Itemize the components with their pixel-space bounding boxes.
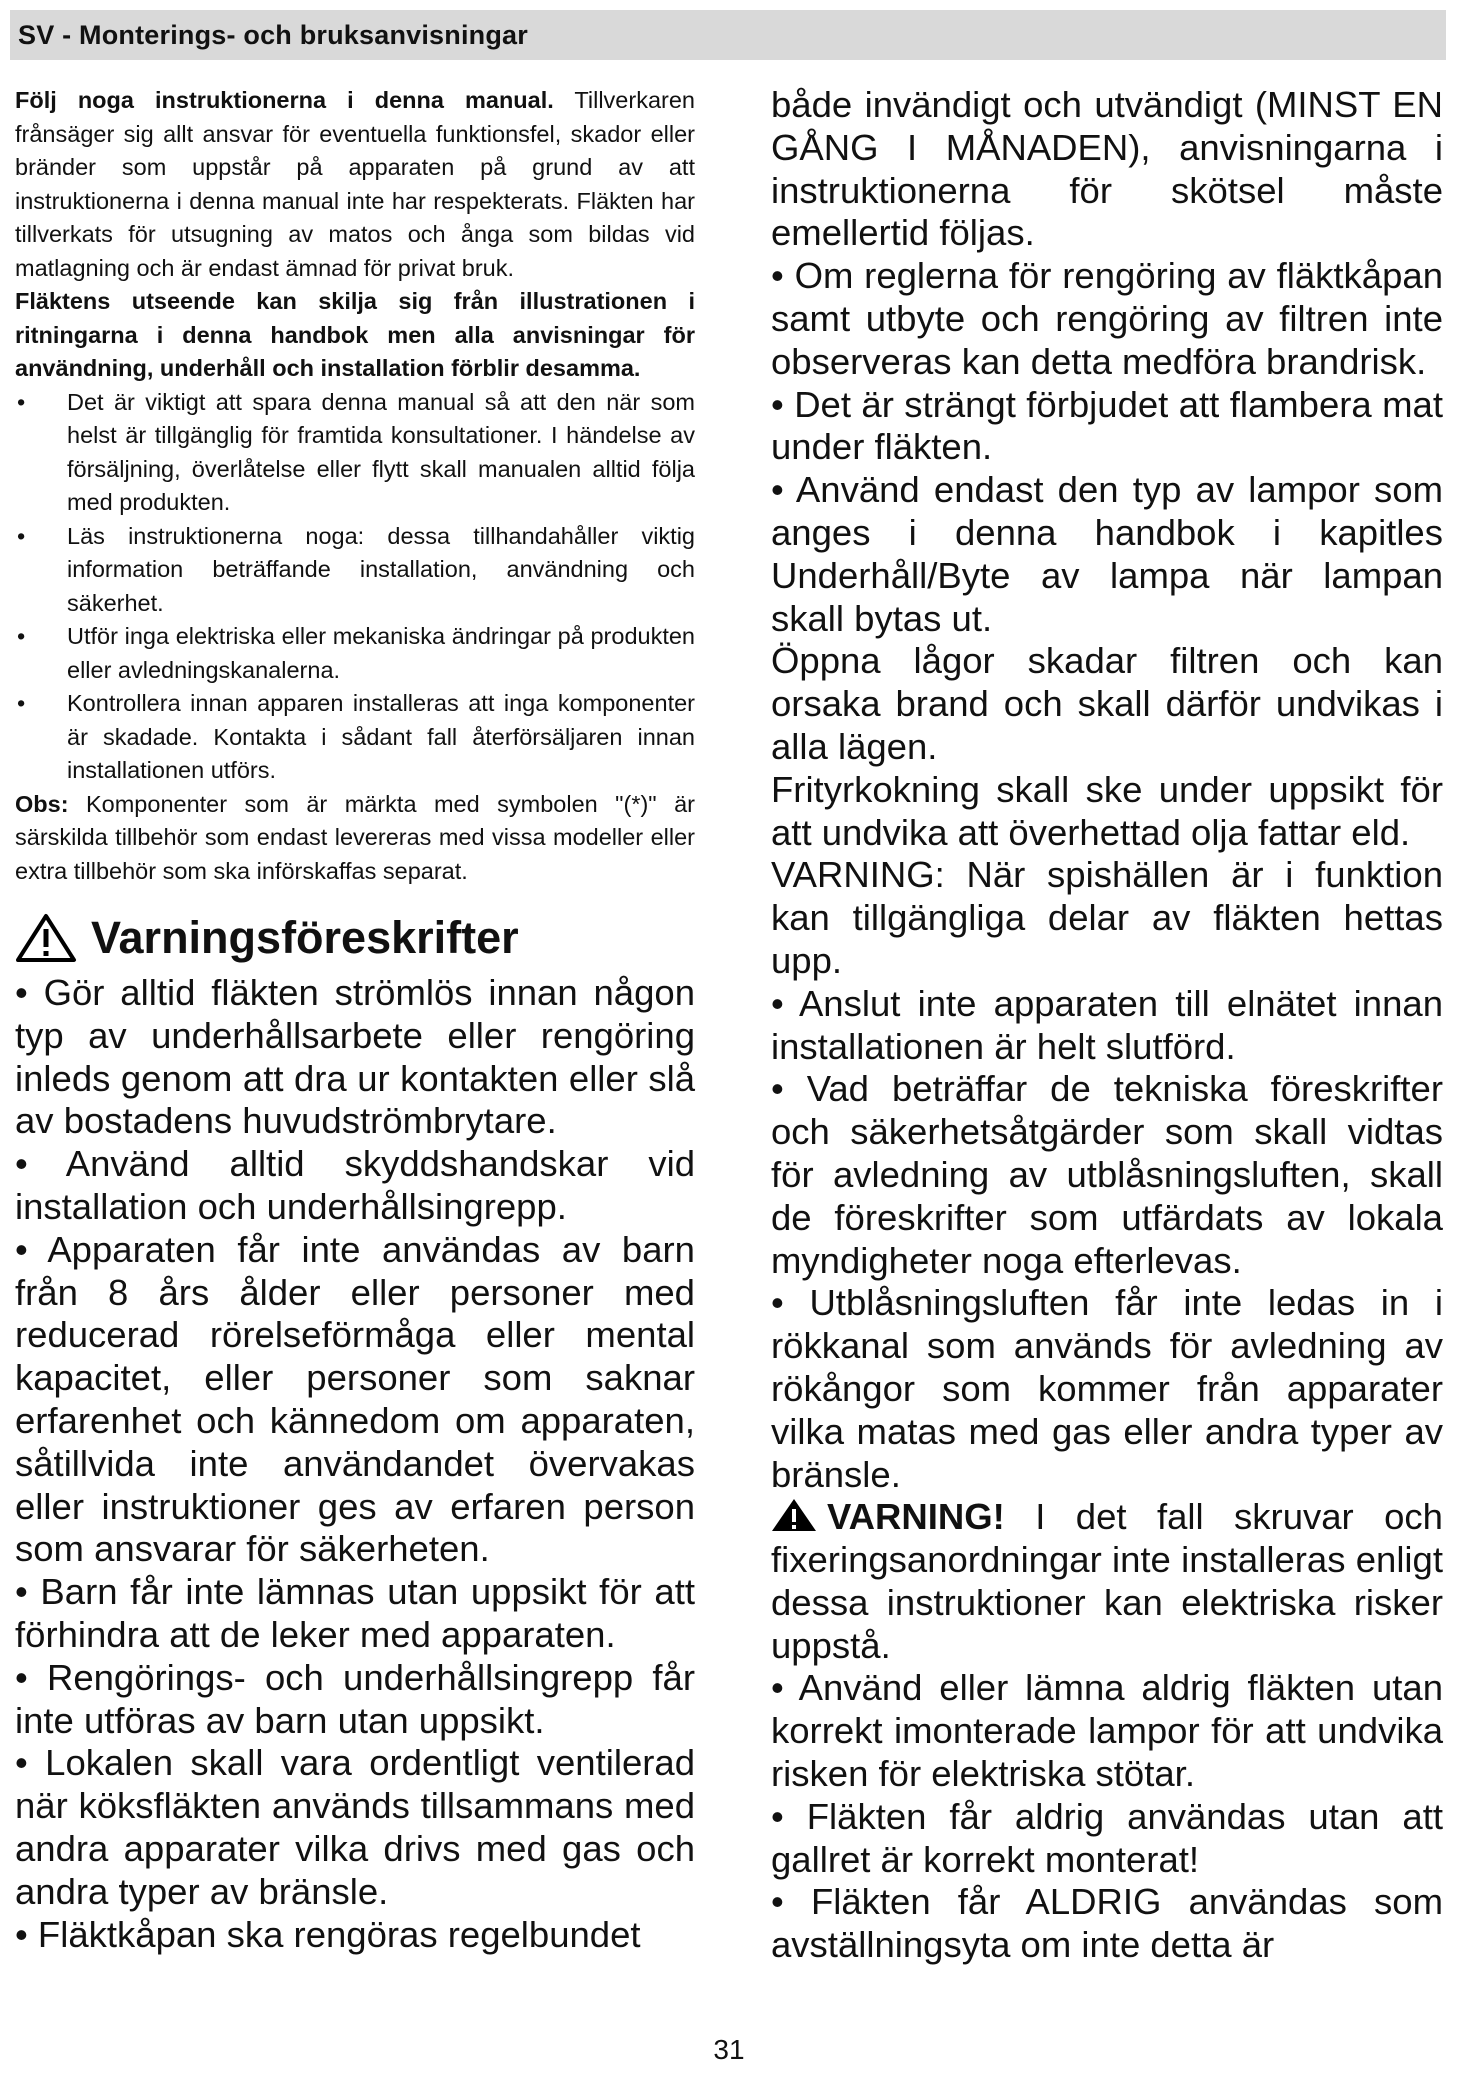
page-header xyxy=(10,10,1446,60)
left-column xyxy=(15,84,695,1956)
intro-bold-lead: Följ noga instruktionerna i denna manual. xyxy=(15,87,554,113)
intro-bold-note: Fläktens utseende kan skilja sig från illustrationen i ritningarna i denna handbok men alla anvisningar för användning, underhåll och installation förblir desamma. xyxy=(15,288,695,381)
warning-item: • Det är strängt förbjudet att flambera mat under fläkten. xyxy=(771,383,1443,468)
header-title: SV - Monterings- och bruksanvisningar xyxy=(18,19,528,50)
varning-paragraph xyxy=(771,1496,1443,1667)
warning-item: • Utblåsningsluften får inte ledas in i rökkanal som används för avledning av rökångor som kommer från apparater vilka matas med gas eller andra typer av bränsle. xyxy=(771,1282,1443,1495)
warning-item: både invändigt och utvändigt (MINST EN GÅNG I MÅNADEN), anvisningarna i instruktionerna för skötsel måste emellertid följas. xyxy=(771,84,1443,254)
varning-label: VARNING! xyxy=(827,1496,1005,1538)
warning-item: • Använd eller lämna aldrig fläkten utan korrekt imonterade lampor för att undvika risken för elektriska stötar. xyxy=(771,1667,1443,1795)
warning-item: • Gör alltid fläkten strömlös innan någon typ av underhållsarbete eller rengöring inleds genom att dra ur kontakten eller slå av bostadens huvudströmbrytare. xyxy=(15,972,695,1142)
warning-item: • Fläkten får aldrig användas utan att gallret är korrekt monterat! xyxy=(771,1795,1443,1880)
intro-text: Tillverkaren frånsäger sig allt ansvar för eventuella funktionsfel, skador eller bränder som uppstår på apparaten på grund av att instruktionerna i denna manual inte har respekterats. Fläkten har tillverkats för utsugning av matos och ånga som bildas vid matlagning och är endast ämnad för privat bruk. xyxy=(15,87,695,281)
warning-triangle-icon xyxy=(15,913,77,963)
warning-item: • Vad beträffar de tekniska föreskrifter och säkerhetsåtgärder som skall vidtas för avledning av utblåsningsluften, skall de föreskrifter som utfärdats av lokala myndigheter noga efterlevas. xyxy=(771,1068,1443,1281)
warning-item: Öppna lågor skadar filtren och kan orsaka brand och skall därför undvikas i alla lägen. xyxy=(771,640,1443,767)
warnings-title: Varningsföreskrifter xyxy=(91,912,519,963)
warning-item: • Barn får inte lämnas utan uppsikt för att förhindra att de leker med apparaten. xyxy=(15,1571,695,1655)
note-label: Obs: xyxy=(15,790,69,817)
warning-item: • Fläktkåpan ska rengöras regelbundet xyxy=(15,1913,641,1955)
warning-item: • Använd endast den typ av lampor som anges i denna handbok i kapitles Underhåll/Byte av lampa när lampan skall bytas ut. xyxy=(771,469,1443,639)
intro-block xyxy=(15,84,695,888)
warning-triangle-filled-icon xyxy=(771,1498,817,1532)
intro-bullet: Utför inga elektriska eller mekaniska ändringar på produkten eller avledningskanalerna. xyxy=(67,623,695,683)
right-column xyxy=(771,84,1443,1967)
intro-bullet: Kontrollera innan apparen installeras att inga komponenter är skadade. Kontakta i sådant fall återförsäljaren innan installationen utförs. xyxy=(67,690,695,783)
warning-item: • Använd alltid skyddshandskar vid installation och underhållsingrepp. xyxy=(15,1143,695,1227)
page-number: 31 xyxy=(713,2034,745,2065)
varning-text: I det fall skruvar och fixeringsanordningar inte installeras enligt dessa instruktioner kan elektriska risker uppstå. xyxy=(771,1496,1443,1666)
warning-item: • Om reglerna för rengöring av fläktkåpan samt utbyte och rengöring av filtren inte observeras kan detta medföra brandrisk. xyxy=(771,255,1443,382)
warnings-heading xyxy=(15,912,695,964)
intro-bullet: Läs instruktionerna noga: dessa tillhandahåller viktig information beträffande installation, användning och säkerhet. xyxy=(67,522,695,616)
note-text: Komponenter som är märkta med symbolen "(*)" är särskilda tillbehör som endast levereras med vissa modeller eller extra tillbehör som ska införskaffas separat. xyxy=(15,790,695,884)
warning-item: Frityrkokning skall ske under uppsikt för att undvika att överhettad olja fattar eld. xyxy=(771,768,1443,853)
warning-item: • Rengörings- och underhållsingrepp får inte utföras av barn utan uppsikt. xyxy=(15,1656,695,1741)
warning-item: • Lokalen skall vara ordentligt ventilerad när köksfläkten används tillsammans med andra apparater vilka drivs med gas och andra typer av bränsle. xyxy=(15,1742,695,1912)
warnings-right-list xyxy=(771,84,1443,1967)
warnings-left-list xyxy=(15,972,695,1956)
warning-item: VARNING: När spishällen är i funktion kan tillgängliga delar av fläkten hettas upp. xyxy=(771,854,1443,981)
warning-item: • Anslut inte apparaten till elnätet innan installationen är helt slutförd. xyxy=(771,982,1443,1067)
warning-item: • Fläkten får ALDRIG användas som avställningsyta om inte detta är xyxy=(771,1881,1443,1966)
warning-item: • Apparaten får inte användas av barn från 8 års ålder eller personer med reducerad rörelseförmåga eller mental kapacitet, eller personer som saknar erfarenhet och kännedom om apparaten, såtillvida inte användandet övervakas eller instruktioner ges av erfaren person som ansvarar för säkerheten. xyxy=(15,1228,695,1570)
intro-bullet: Det är viktigt att spara denna manual så att den när som helst är tillgänglig för framtida konsultationer. I händelse av försäljning, överlåtelse eller flytt skall manualen alltid följa med produkten. xyxy=(67,388,695,515)
intro-paragraph xyxy=(15,84,695,285)
note-paragraph xyxy=(15,788,695,889)
